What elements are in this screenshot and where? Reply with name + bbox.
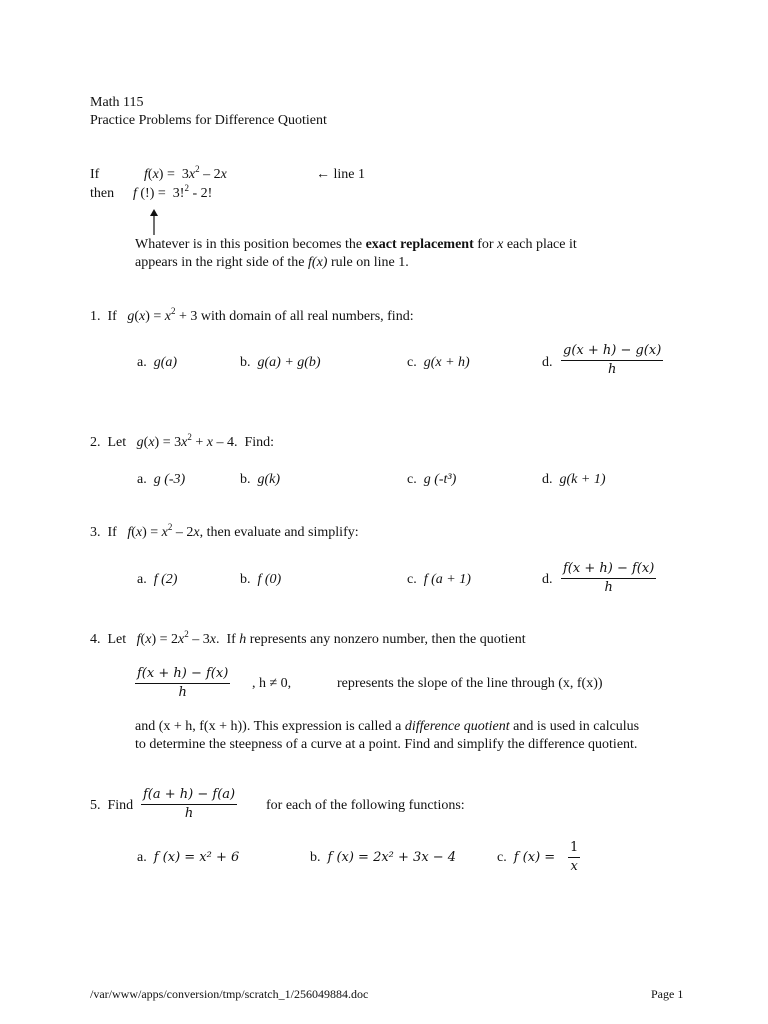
problem-4-line2: and (x + h, f(x + h)). This expression is called a difference quotient and is used in calculus	[135, 719, 640, 734]
problem-1d-fraction	[561, 343, 663, 378]
problem-3d-fraction	[561, 561, 656, 596]
problem-2a: a. g (-3)	[137, 472, 186, 487]
problem-1a: a. g(a)	[137, 355, 178, 370]
problem-3d-label: d.	[542, 572, 553, 587]
problem-4-statement: 4. Let $f(x) = 2x^2 - 3x$. If h represents any nonzero number, then the quotient	[90, 629, 526, 647]
document-title: Practice Problems for Difference Quotient	[90, 113, 327, 128]
fraction-numerator: f(x + h) − f(x)	[561, 561, 656, 579]
problem-5-label: 5. Find	[90, 798, 134, 813]
then-label: then	[90, 186, 115, 201]
fraction-numerator: g(x + h) − g(x)	[561, 343, 663, 361]
problem-3-statement: 3. If $f(x) = x^2 - 2x$, then evaluate and simplify:	[90, 522, 359, 540]
problem-3a: a. f (2)	[137, 572, 178, 587]
problem-5-fraction	[141, 787, 237, 822]
problem-4-condition: , h ≠ 0,	[252, 676, 292, 691]
up-arrow-icon	[149, 209, 159, 235]
fraction-numerator: f(a + h) − f(a)	[141, 787, 237, 805]
problem-2-statement: 2. Let $g(x) = 3x^2 + x - 4$. Find:	[90, 432, 275, 450]
problem-1c: c. g(x + h)	[407, 355, 470, 370]
footer-page-number: Page 1	[651, 987, 684, 1001]
problem-2d: d. g(k + 1)	[542, 472, 606, 487]
line1-note: ← line 1	[316, 167, 365, 182]
fraction-denominator: h	[604, 580, 613, 595]
problem-3c: c. f (a + 1)	[407, 572, 471, 587]
problem-5b: b. f (x) = 2x² + 3x − 4	[310, 850, 457, 865]
fraction-denominator: h	[184, 806, 194, 821]
footer-file-path: /var/www/apps/conversion/tmp/scratch_1/256049884.doc	[90, 987, 369, 1001]
problem-4-slope-text: represents the slope of the line through (x, f(x))	[337, 676, 603, 691]
problem-5-text: for each of the following functions:	[266, 798, 465, 813]
problem-4-line3: to determine the steepness of a curve at a point. Find and simplify the difference quotient.	[135, 737, 638, 752]
problem-1-statement: 1. If $g(x) = x^2 + 3$ with domain of all real numbers, find:	[90, 306, 414, 324]
problem-5c-fraction	[568, 840, 580, 875]
fraction-denominator: h	[607, 362, 617, 377]
problem-2b: b. g(k)	[240, 472, 281, 487]
explanation-line2: appears in the right side of the f(x) rule on line 1.	[135, 255, 409, 270]
if-label: If	[90, 167, 100, 182]
problem-3b: b. f (0)	[240, 572, 282, 587]
fraction-numerator: 1	[568, 840, 580, 858]
problem-5c: c. f (x) =	[497, 850, 556, 865]
problem-4-fraction	[135, 666, 230, 701]
course-title: Math 115	[90, 95, 144, 110]
fraction-numerator: f(x + h) − f(x)	[135, 666, 230, 684]
fraction-denominator: x	[570, 859, 578, 874]
problem-5a: a. f (x) = x² + 6	[137, 850, 240, 865]
replacement-rule: f (!) = 3!$^2$ - 2!	[133, 183, 213, 201]
problem-1b: b. g(a) + g(b)	[240, 355, 321, 370]
problem-2c: c. g (-t³)	[407, 472, 457, 487]
fraction-denominator: h	[178, 685, 187, 700]
explanation-line1: Whatever is in this position becomes the exact replacement for x each place it	[135, 237, 577, 252]
line1-rule: $f(x) = 3x^2 - 2x$	[144, 164, 227, 182]
problem-1d-label: d.	[542, 355, 553, 370]
